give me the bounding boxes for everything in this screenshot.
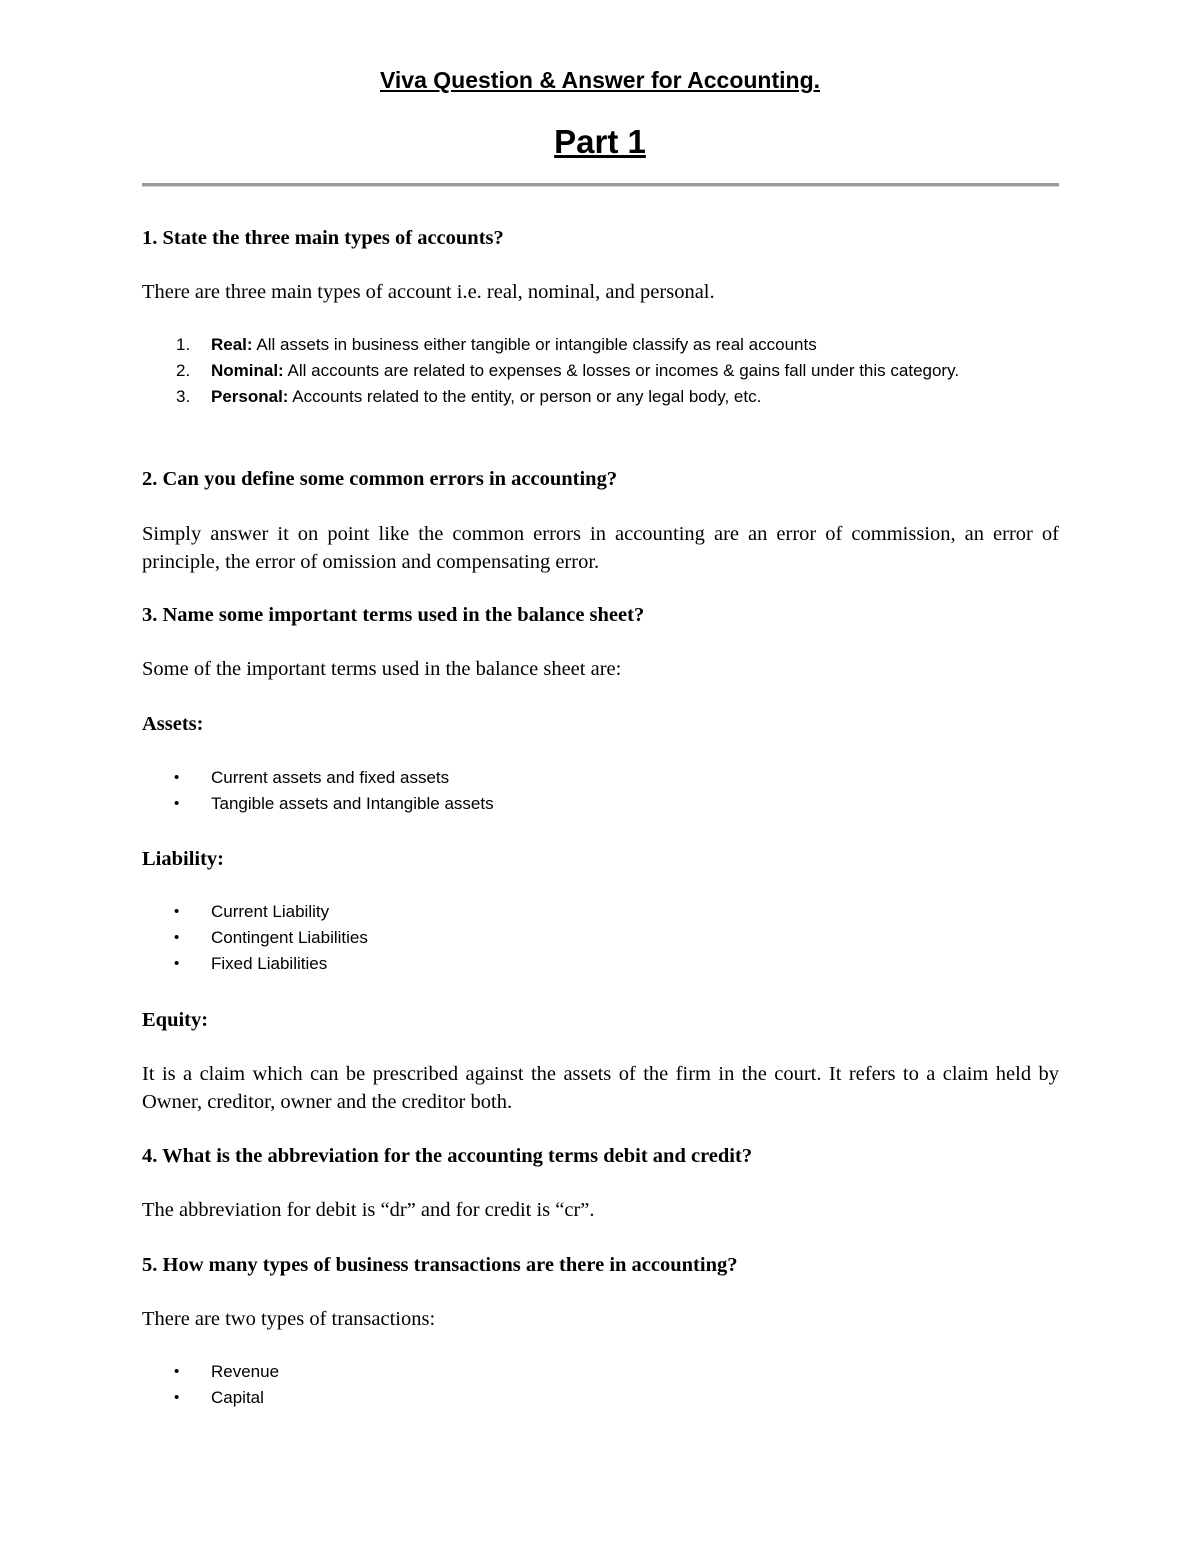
list-item xyxy=(142,332,1059,358)
list-number: 3. xyxy=(176,387,191,406)
list-item xyxy=(142,358,1059,384)
question-2: 2. Can you define some common errors in accounting? xyxy=(142,468,618,490)
answer-2: Simply answer it on point like the common errors in accounting are an error of commission, an error of principle, the error of omission and compensating error. xyxy=(142,523,1059,573)
list-item xyxy=(142,384,1059,410)
document-title: Viva Question & Answer for Accounting. xyxy=(379,67,821,93)
list-term: Personal: xyxy=(211,387,289,406)
list-term: Real: xyxy=(211,335,253,354)
answer-3: Some of the important terms used in the balance sheet are: xyxy=(142,658,622,680)
list-text: All accounts are related to expenses & losses or incomes & gains fall under this category. xyxy=(283,361,960,380)
list-item xyxy=(142,1359,1059,1385)
list-text: All assets in business either tangible or intangible classify as real accounts xyxy=(252,335,817,354)
list-text: Fixed Liabilities xyxy=(211,954,328,973)
bullet-icon: • xyxy=(174,955,180,972)
answer-4: The abbreviation for debit is “dr” and for credit is “cr”. xyxy=(142,1199,595,1221)
list-text: Current Liability xyxy=(211,902,330,921)
list-number: 2. xyxy=(176,361,191,380)
bullet-icon: • xyxy=(174,929,180,946)
question-4: 4. What is the abbreviation for the accounting terms debit and credit? xyxy=(142,1145,753,1167)
bullet-icon: • xyxy=(174,769,180,786)
equity-text: It is a claim which can be prescribed against the assets of the firm in the court. It refers to a claim held by Owner, creditor, owner and the creditor both. xyxy=(142,1063,1059,1113)
bullet-icon: • xyxy=(174,1389,180,1406)
horizontal-rule xyxy=(142,183,1059,187)
list-text: Current assets and fixed assets xyxy=(211,768,450,787)
question-5: 5. How many types of business transactions are there in accounting? xyxy=(142,1254,738,1276)
liabilities-list xyxy=(142,899,1059,977)
list-text: Revenue xyxy=(211,1362,280,1381)
bullet-icon: • xyxy=(174,795,180,812)
list-text: Capital xyxy=(211,1388,264,1407)
bullet-icon: • xyxy=(174,903,180,920)
list-text: Accounts related to the entity, or person or any legal body, etc. xyxy=(288,387,762,406)
transactions-list xyxy=(142,1359,1059,1411)
list-item xyxy=(142,791,1059,817)
list-text: Tangible assets and Intangible assets xyxy=(211,794,494,813)
answer-5: There are two types of transactions: xyxy=(142,1308,436,1330)
list-item xyxy=(142,951,1059,977)
list-item xyxy=(142,899,1059,925)
list-text: Contingent Liabilities xyxy=(211,928,368,947)
list-number: 1. xyxy=(176,335,191,354)
assets-heading: Assets: xyxy=(142,713,204,735)
list-term: Nominal: xyxy=(211,361,284,380)
part-heading: Part 1 xyxy=(554,123,646,160)
question-3: 3. Name some important terms used in the balance sheet? xyxy=(142,604,645,626)
list-item xyxy=(142,1385,1059,1411)
question-1: 1. State the three main types of accounts? xyxy=(142,227,504,249)
equity-heading: Equity: xyxy=(142,1009,209,1031)
answer-1: There are three main types of account i.e. real, nominal, and personal. xyxy=(142,281,715,303)
list-item xyxy=(142,765,1059,791)
list-item xyxy=(142,925,1059,951)
liability-heading: Liability: xyxy=(142,848,225,870)
assets-list xyxy=(142,765,1059,817)
account-types-list xyxy=(142,332,1059,410)
bullet-icon: • xyxy=(174,1363,180,1380)
